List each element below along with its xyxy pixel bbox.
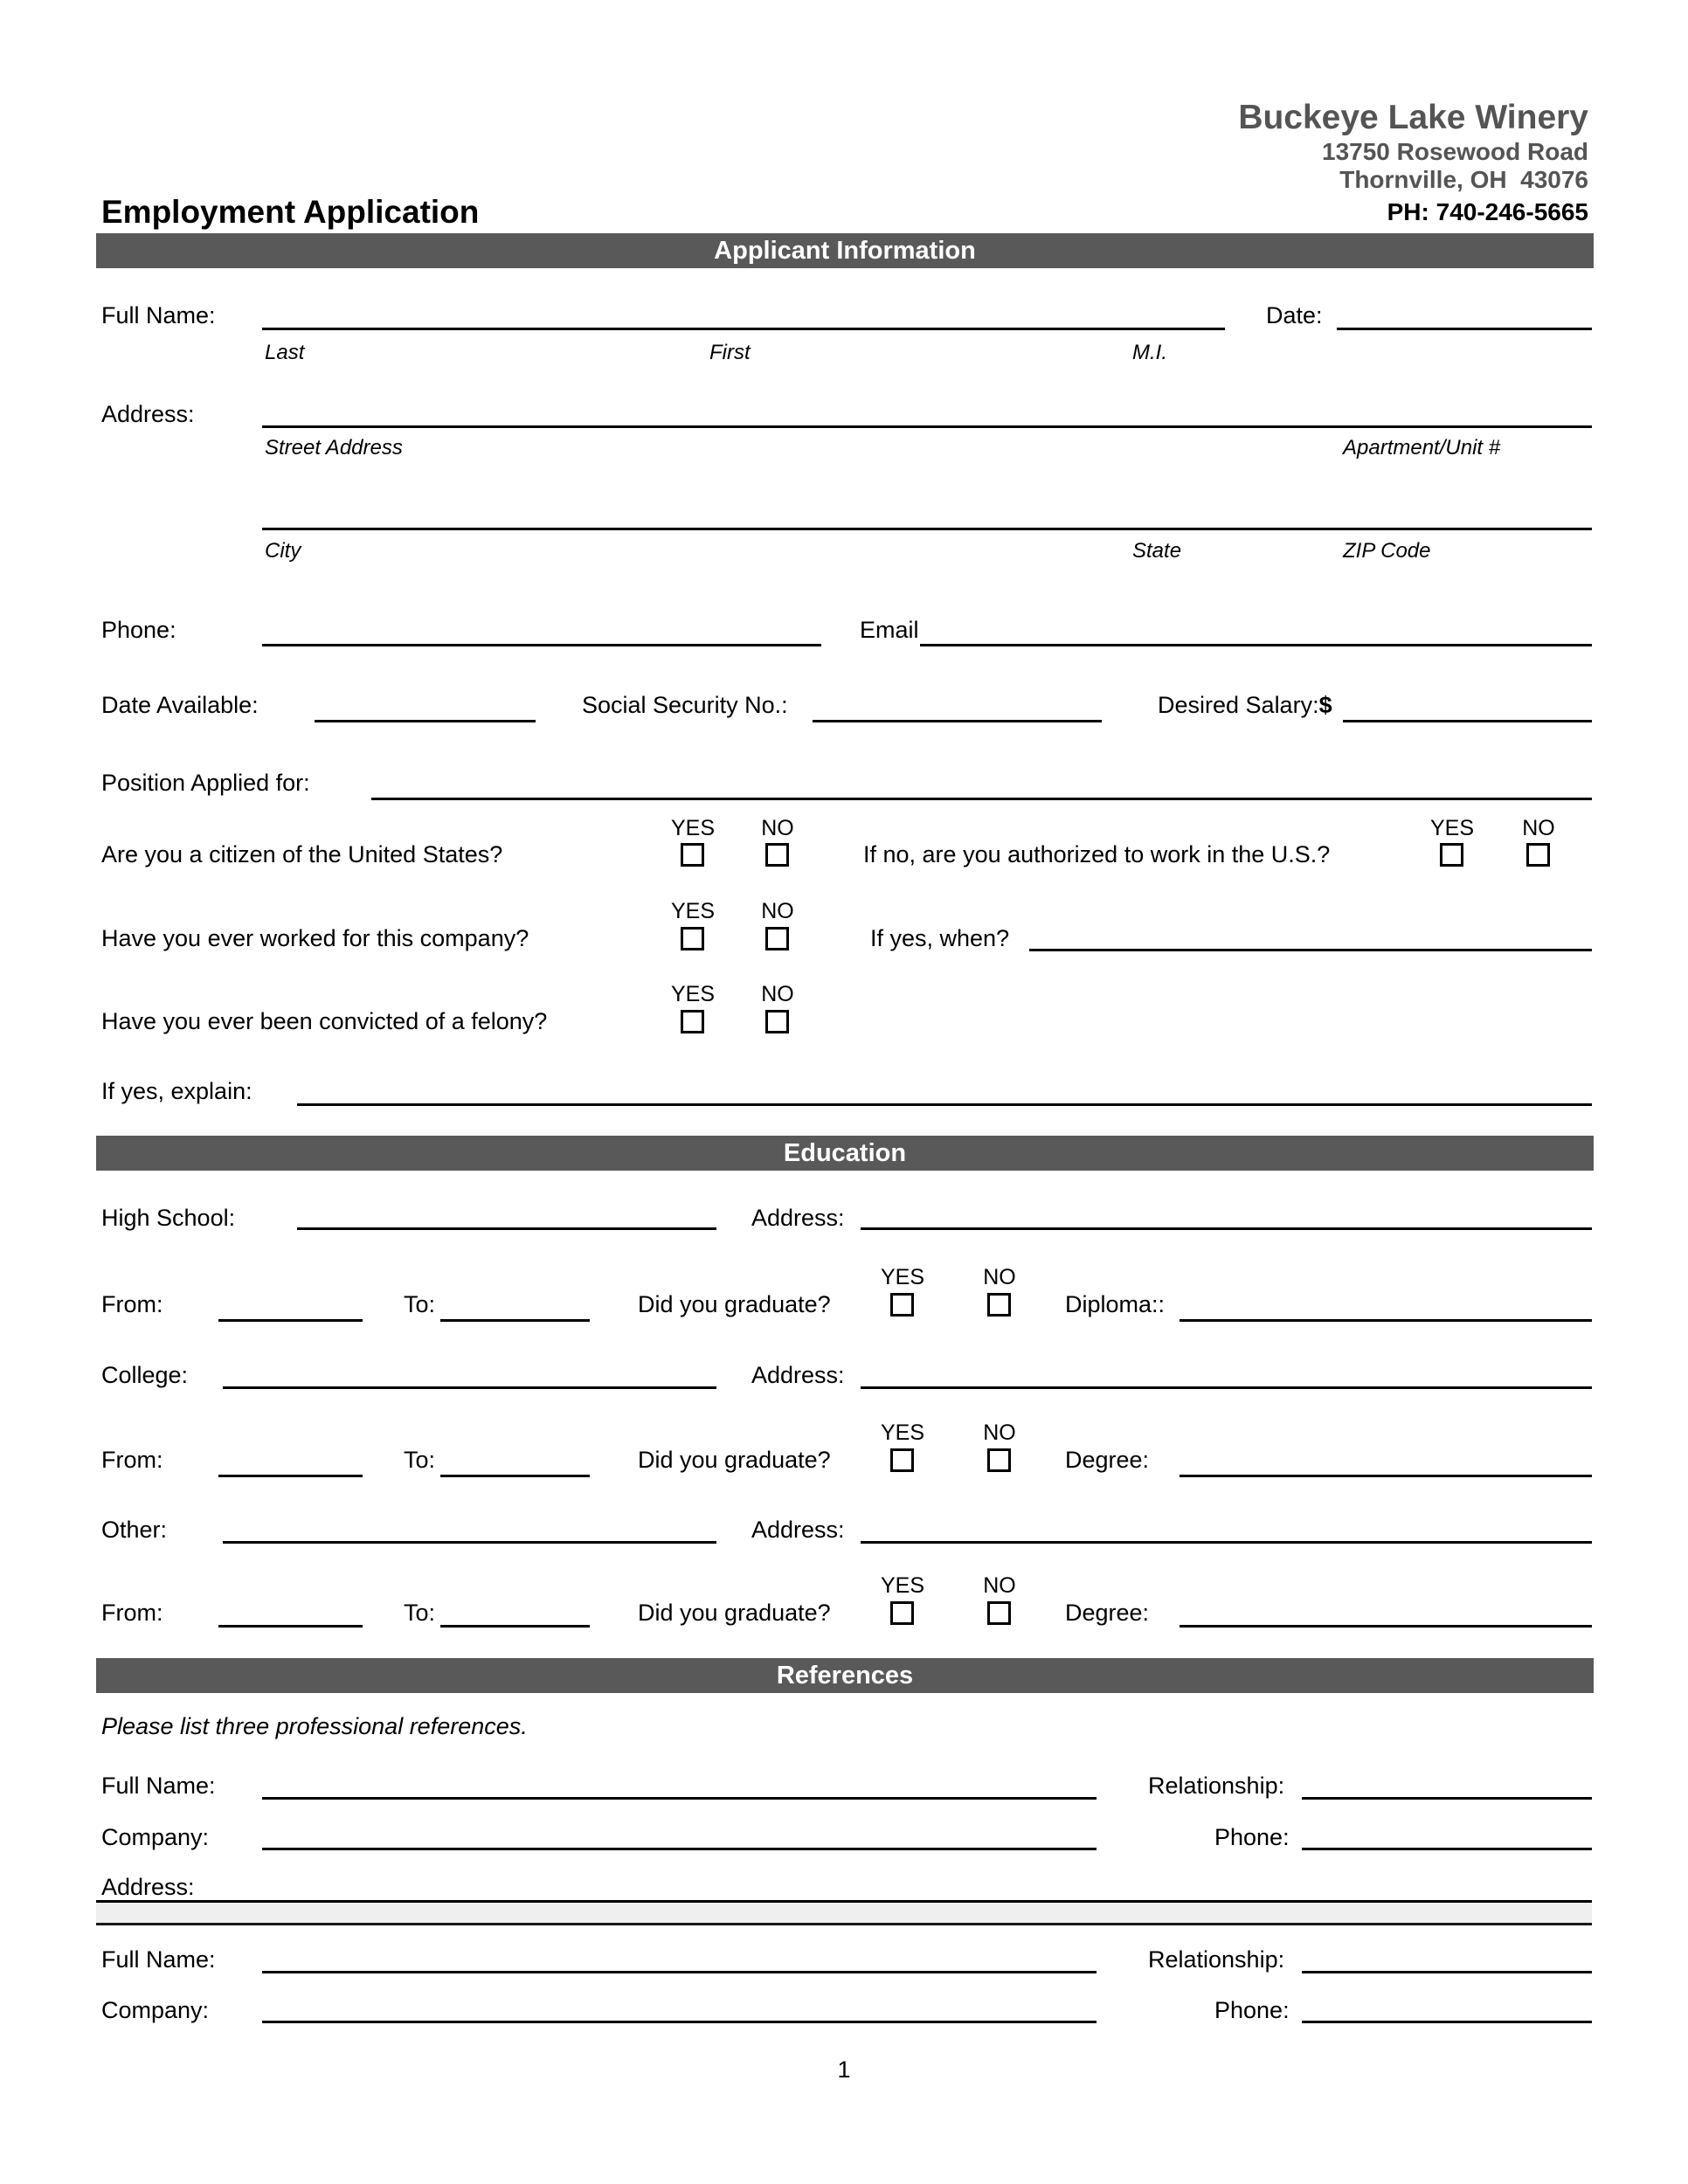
desired-salary-input-line[interactable] xyxy=(1343,720,1592,722)
hs-graduate-label: Did you graduate? xyxy=(638,1291,831,1317)
other-input-line[interactable] xyxy=(223,1541,716,1544)
company-address-line1: 13750 Rosewood Road xyxy=(1322,138,1588,165)
authorized-question-label: If no, are you authorized to work in the U.S.? xyxy=(863,841,1331,867)
college-graduate-yes-checkbox[interactable] xyxy=(890,1448,914,1472)
phone-input-line[interactable] xyxy=(262,644,821,646)
felony-no-checkbox[interactable] xyxy=(765,1010,789,1033)
street-address-input-line[interactable] xyxy=(262,425,1592,428)
date-available-input-line[interactable] xyxy=(315,720,536,722)
when-label: If yes, when? xyxy=(870,925,1010,951)
other-to-input-line[interactable] xyxy=(440,1625,590,1628)
authorized-yes-checkbox[interactable] xyxy=(1440,843,1463,867)
college-graduate-no-label: NO xyxy=(983,1420,1016,1445)
middle-initial-hint: M.I. xyxy=(1132,341,1167,364)
citizen-yes-label: YES xyxy=(670,816,716,840)
college-to-label: To: xyxy=(404,1447,436,1473)
last-name-hint: Last xyxy=(265,341,305,364)
ref2-phone-input-line[interactable] xyxy=(1302,2021,1592,2023)
company-address-line2: Thornville, OH 43076 xyxy=(1339,166,1588,193)
worked-no-label: NO xyxy=(761,899,794,923)
other-degree-input-line[interactable] xyxy=(1180,1625,1592,1628)
ref1-address-shaded-row[interactable] xyxy=(96,1903,1592,1925)
ref2-company-label: Company: xyxy=(101,1997,210,2023)
position-applied-input-line[interactable] xyxy=(371,798,1592,800)
authorized-no-checkbox[interactable] xyxy=(1526,843,1550,867)
citizen-no-label: NO xyxy=(761,816,794,840)
currency-symbol: $ xyxy=(1318,692,1332,718)
hs-graduate-yes-label: YES xyxy=(880,1265,925,1289)
address-label: Address: xyxy=(101,401,195,427)
desired-salary-text: Desired Salary: xyxy=(1158,692,1319,718)
hs-graduate-no-checkbox[interactable] xyxy=(987,1293,1011,1317)
ssn-input-line[interactable] xyxy=(813,720,1102,722)
hs-diploma-label: Diploma:: xyxy=(1065,1291,1166,1317)
ref2-company-input-line[interactable] xyxy=(262,2021,1097,2023)
references-note: Please list three professional references. xyxy=(101,1713,528,1739)
other-label: Other: xyxy=(101,1517,168,1543)
ref1-phone-input-line[interactable] xyxy=(1302,1848,1592,1850)
full-name-label: Full Name: xyxy=(101,302,216,328)
citizen-no-checkbox[interactable] xyxy=(765,843,789,867)
date-label: Date: xyxy=(1266,302,1323,328)
hs-to-input-line[interactable] xyxy=(440,1319,590,1322)
zip-code-hint: ZIP Code xyxy=(1343,539,1431,563)
section-header-education xyxy=(96,1136,1594,1171)
ref1-full-name-input-line[interactable] xyxy=(262,1797,1097,1800)
college-to-input-line[interactable] xyxy=(440,1475,590,1477)
hs-from-label: From: xyxy=(101,1291,163,1317)
apartment-unit-hint: Apartment/Unit # xyxy=(1343,436,1501,460)
worked-yes-label: YES xyxy=(670,899,716,923)
other-graduate-label: Did you graduate? xyxy=(638,1600,831,1626)
felony-question-label: Have you ever been convicted of a felony? xyxy=(101,1008,548,1034)
email-label: Email xyxy=(860,617,919,643)
other-to-label: To: xyxy=(404,1600,436,1626)
ref1-company-label: Company: xyxy=(101,1824,210,1850)
high-school-input-line[interactable] xyxy=(297,1227,716,1230)
ref2-phone-label: Phone: xyxy=(1214,1997,1290,2023)
page-number: 1 xyxy=(837,2056,851,2083)
other-from-label: From: xyxy=(101,1600,163,1626)
first-name-hint: First xyxy=(709,341,751,364)
company-name: Buckeye Lake Winery xyxy=(1238,99,1588,136)
full-name-input-line[interactable] xyxy=(262,328,1225,330)
section-header-references xyxy=(96,1658,1594,1693)
hs-diploma-input-line[interactable] xyxy=(1180,1319,1592,1322)
when-input-line[interactable] xyxy=(1029,949,1592,951)
college-degree-label: Degree: xyxy=(1065,1447,1150,1473)
other-graduate-yes-checkbox[interactable] xyxy=(890,1601,914,1625)
college-from-input-line[interactable] xyxy=(218,1475,363,1477)
position-applied-label: Position Applied for: xyxy=(101,770,310,796)
explain-label: If yes, explain: xyxy=(101,1078,253,1104)
worked-no-checkbox[interactable] xyxy=(765,927,789,950)
ref1-address-label: Address: xyxy=(101,1874,195,1900)
ref1-phone-label: Phone: xyxy=(1214,1824,1290,1850)
section-title: Applicant Information xyxy=(714,236,976,265)
college-from-label: From: xyxy=(101,1447,163,1473)
citizen-question-label: Are you a citizen of the United States? xyxy=(101,841,503,867)
college-graduate-yes-label: YES xyxy=(880,1420,925,1445)
hs-graduate-yes-checkbox[interactable] xyxy=(890,1293,914,1317)
felony-yes-checkbox[interactable] xyxy=(681,1010,704,1033)
college-label: College: xyxy=(101,1362,189,1388)
other-graduate-yes-label: YES xyxy=(880,1573,925,1598)
authorized-no-label: NO xyxy=(1522,816,1555,840)
college-address-input-line[interactable] xyxy=(861,1386,1592,1389)
other-graduate-no-checkbox[interactable] xyxy=(987,1601,1011,1625)
ref2-full-name-input-line[interactable] xyxy=(262,1971,1097,1973)
company-phone: PH: 740-246-5665 xyxy=(1387,198,1588,225)
felony-yes-label: YES xyxy=(670,982,716,1006)
ssn-label: Social Security No.: xyxy=(582,692,788,718)
college-address-label: Address: xyxy=(751,1362,845,1388)
ref1-company-input-line[interactable] xyxy=(262,1848,1097,1850)
street-address-hint: Street Address xyxy=(265,436,403,460)
phone-label: Phone: xyxy=(101,617,176,643)
other-address-label: Address: xyxy=(751,1517,845,1543)
city-hint: City xyxy=(265,539,301,563)
explain-input-line[interactable] xyxy=(297,1103,1592,1106)
state-hint: State xyxy=(1132,539,1182,563)
hs-graduate-no-label: NO xyxy=(983,1265,1016,1289)
desired-salary-label xyxy=(1158,693,1332,718)
form-title: Employment Application xyxy=(101,194,480,230)
hs-address-input-line[interactable] xyxy=(861,1227,1592,1230)
city-state-zip-input-line[interactable] xyxy=(262,528,1592,530)
ref1-full-name-label: Full Name: xyxy=(101,1773,216,1799)
authorized-yes-label: YES xyxy=(1429,816,1475,840)
hs-from-input-line[interactable] xyxy=(218,1319,363,1322)
other-graduate-no-label: NO xyxy=(983,1573,1016,1598)
ref2-relationship-label: Relationship: xyxy=(1148,1946,1285,1973)
date-input-line[interactable] xyxy=(1337,328,1592,330)
college-graduate-no-checkbox[interactable] xyxy=(987,1448,1011,1472)
worked-yes-checkbox[interactable] xyxy=(681,927,704,950)
college-input-line[interactable] xyxy=(223,1386,716,1389)
worked-question-label: Have you ever worked for this company? xyxy=(101,925,529,951)
college-degree-input-line[interactable] xyxy=(1180,1475,1592,1477)
hs-address-label: Address: xyxy=(751,1205,845,1231)
ref2-full-name-label: Full Name: xyxy=(101,1946,216,1973)
other-from-input-line[interactable] xyxy=(218,1625,363,1628)
other-degree-label: Degree: xyxy=(1065,1600,1150,1626)
date-available-label: Date Available: xyxy=(101,692,259,718)
ref1-relationship-label: Relationship: xyxy=(1148,1773,1285,1799)
ref1-relationship-input-line[interactable] xyxy=(1302,1797,1592,1800)
ref2-relationship-input-line[interactable] xyxy=(1302,1971,1592,1973)
section-title: References xyxy=(776,1661,914,1690)
section-header-applicant-information xyxy=(96,233,1594,268)
felony-no-label: NO xyxy=(761,982,794,1006)
section-title: Education xyxy=(783,1138,907,1167)
high-school-label: High School: xyxy=(101,1205,236,1231)
other-address-input-line[interactable] xyxy=(861,1541,1592,1544)
college-graduate-label: Did you graduate? xyxy=(638,1447,831,1473)
hs-to-label: To: xyxy=(404,1291,436,1317)
email-input-line[interactable] xyxy=(920,644,1592,646)
citizen-yes-checkbox[interactable] xyxy=(681,843,704,867)
